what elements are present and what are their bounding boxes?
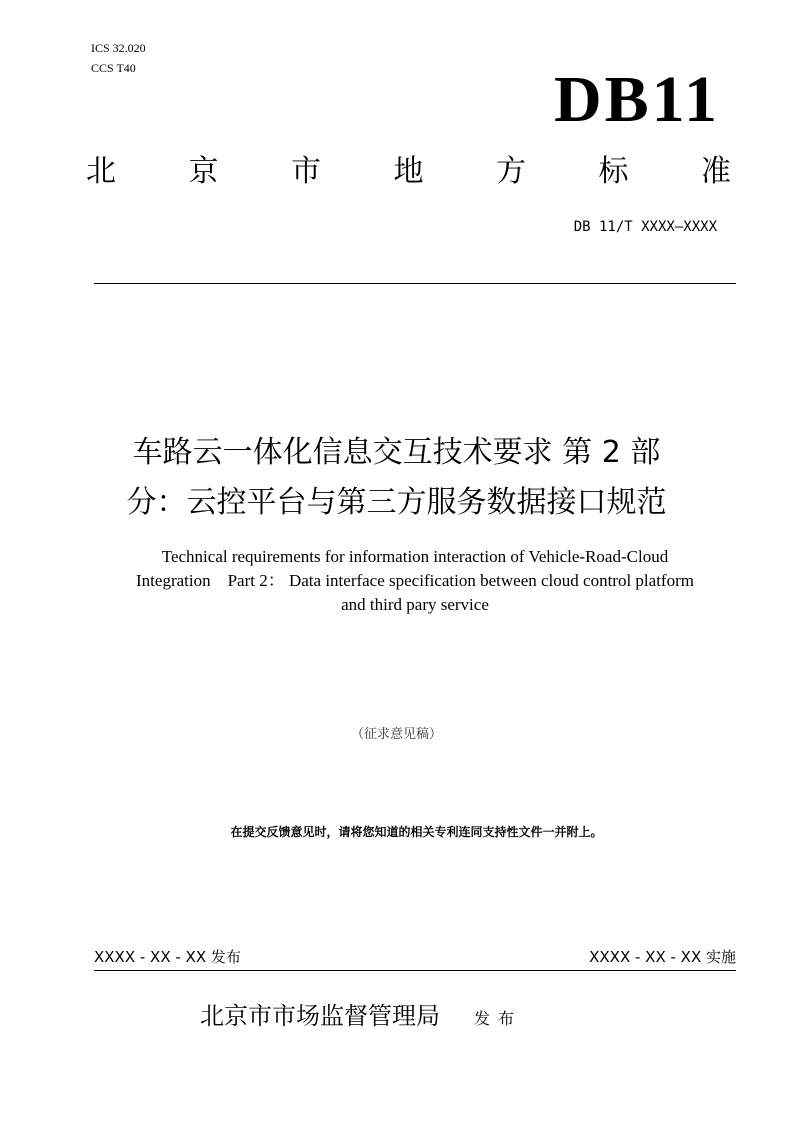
standard-level-title	[86, 150, 731, 194]
ics-code: ICS 32.020	[91, 41, 146, 55]
english-title-line-3: and third pary service	[341, 595, 489, 614]
level-char: 准	[701, 154, 731, 189]
publisher-name: 北京市市场监督管理局	[200, 1002, 440, 1030]
level-char: 京	[188, 154, 219, 189]
implement-date: XXXX - XX - XX 实施	[589, 948, 736, 966]
english-title	[80, 545, 750, 617]
level-char: 北	[86, 154, 116, 189]
level-char: 方	[496, 154, 526, 189]
chinese-title	[60, 428, 733, 528]
patent-notice: 在提交反馈意见时，请将您知道的相关专利连同支持性文件一并附上。	[230, 825, 603, 839]
publisher-line	[200, 998, 522, 1037]
publish-verb: 发布	[474, 1009, 523, 1028]
chinese-title-line-1: 车路云一体化信息交互技术要求 第 2 部	[132, 435, 661, 470]
ccs-code: CCS T40	[91, 61, 136, 75]
english-title-line-1: Technical requirements for information interaction of Vehicle-Road-Cloud	[161, 547, 669, 566]
level-char: 标	[598, 154, 629, 189]
db11-logo: DB11	[553, 63, 720, 136]
level-char: 市	[291, 154, 321, 189]
english-title-line-2: Integration Part 2： Data interface specification between cloud control platform	[136, 571, 694, 590]
level-char: 地	[393, 154, 424, 189]
draft-label: （征求意见稿）	[350, 727, 442, 742]
standard-number: DB 11/T XXXX—XXXX	[573, 219, 717, 235]
chinese-title-line-2: 分：云控平台与第三方服务数据接口规范	[126, 485, 667, 520]
issue-date: XXXX - XX - XX 发布	[94, 948, 241, 966]
header-divider	[94, 283, 736, 284]
classification-codes	[91, 38, 146, 78]
footer-divider	[94, 970, 736, 971]
